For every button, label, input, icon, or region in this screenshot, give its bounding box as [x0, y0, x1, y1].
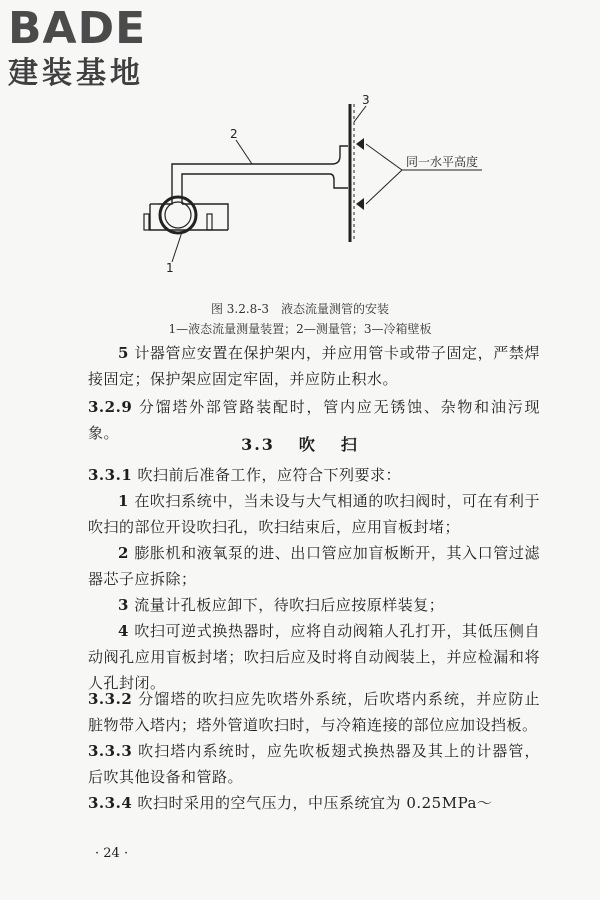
callout-1-leader	[172, 232, 182, 262]
item-1	[88, 488, 540, 540]
clause-3-3-1	[88, 462, 540, 488]
item-3	[88, 592, 540, 618]
diagram-svg	[120, 92, 540, 282]
item-number: 3	[118, 596, 129, 614]
item-2	[88, 540, 540, 592]
item-text: 计器管应安置在保护架内，并应用管卡或带子固定，严禁焊接固定；保护架应固定牢固，并应防止积水。	[88, 344, 540, 388]
clause-3-3-3	[88, 738, 540, 790]
item-number: 4	[118, 622, 129, 640]
clause-3-3-2	[88, 686, 540, 738]
level-label: 同一水平高度	[406, 155, 479, 169]
installation-diagram	[120, 92, 540, 282]
figure-legend: 1—液态流量测量装置；2—测量管；3—冷箱壁板	[168, 322, 432, 336]
clause-number: 3.3.1	[88, 466, 133, 484]
section-heading	[0, 432, 600, 455]
flow-device-inner	[165, 202, 191, 228]
item-number: 1	[118, 492, 129, 510]
clause-number: 3.2.9	[88, 398, 133, 416]
clause-number: 3.3.4	[88, 794, 133, 812]
callout-2: 2	[230, 127, 238, 141]
item-text: 在吹扫系统中，当未设与大气相通的吹扫阀时，可在有利于吹扫的部位开设吹扫孔，吹扫结束后，应用盲板封堵；	[88, 492, 540, 536]
item-text: 膨胀机和液氧泵的进、出口管应加盲板断开，其入口管过滤器芯子应拆除；	[88, 544, 540, 588]
bolt-left	[144, 214, 149, 230]
logo-brand: BADE	[8, 3, 147, 54]
item-number: 2	[118, 544, 129, 562]
pipe-upper-inner	[182, 174, 348, 204]
clause-text: 吹扫前后准备工作，应符合下列要求：	[137, 466, 402, 484]
section-title-b: 扫	[340, 435, 359, 454]
section-number: 3.3	[241, 435, 275, 454]
clause-text: 吹扫时采用的空气压力，中压系统宜为 0.25MPa～	[137, 794, 493, 812]
logo-subtitle: 建装基地	[8, 56, 144, 91]
clause-number: 3.3.3	[88, 742, 133, 760]
clause-text: 分馏塔外部管路装配时，管内应无锈蚀、杂物和油污现象。	[88, 398, 540, 442]
clause-text: 吹扫塔内系统时，应先吹板翅式换热器及其上的计器管，后吹其他设备和管路。	[88, 742, 540, 786]
callout-3: 3	[362, 93, 370, 107]
page-number: · 24 ·	[95, 846, 129, 861]
bolt-right	[207, 214, 212, 230]
clause-number: 3.3.2	[88, 690, 133, 708]
leader-bottom	[366, 170, 402, 204]
callout-3-leader	[354, 106, 366, 122]
item-text: 吹扫可逆式换热器时，应将自动阀箱人孔打开，其低压侧自动阀孔应用盲板封堵；吹扫后应及时将自动阀装上，并应检漏和将人孔封闭。	[88, 622, 540, 692]
paragraph-5	[88, 340, 540, 392]
level-marker-bottom	[356, 198, 364, 210]
logo	[8, 3, 183, 92]
leader-top	[366, 144, 402, 170]
section-title-a: 吹	[298, 435, 317, 454]
level-marker-top	[356, 138, 364, 150]
item-number: 5	[118, 344, 129, 362]
clause-text: 分馏塔的吹扫应先吹塔外系统，后吹塔内系统，并应防止脏物带入塔内；塔外管道吹扫时，与冷箱连接的部位应加设挡板。	[88, 690, 540, 734]
callout-2-leader	[236, 140, 252, 164]
figure-title: 图 3.2.8-3 液态流量测管的安装	[210, 302, 390, 316]
item-4	[88, 618, 540, 696]
item-text: 流量计孔板应卸下，待吹扫后应按原样装复；	[134, 596, 445, 614]
pipe-upper-outer	[158, 146, 348, 204]
clause-3-3-4	[88, 790, 540, 816]
callout-1: 1	[166, 261, 174, 275]
